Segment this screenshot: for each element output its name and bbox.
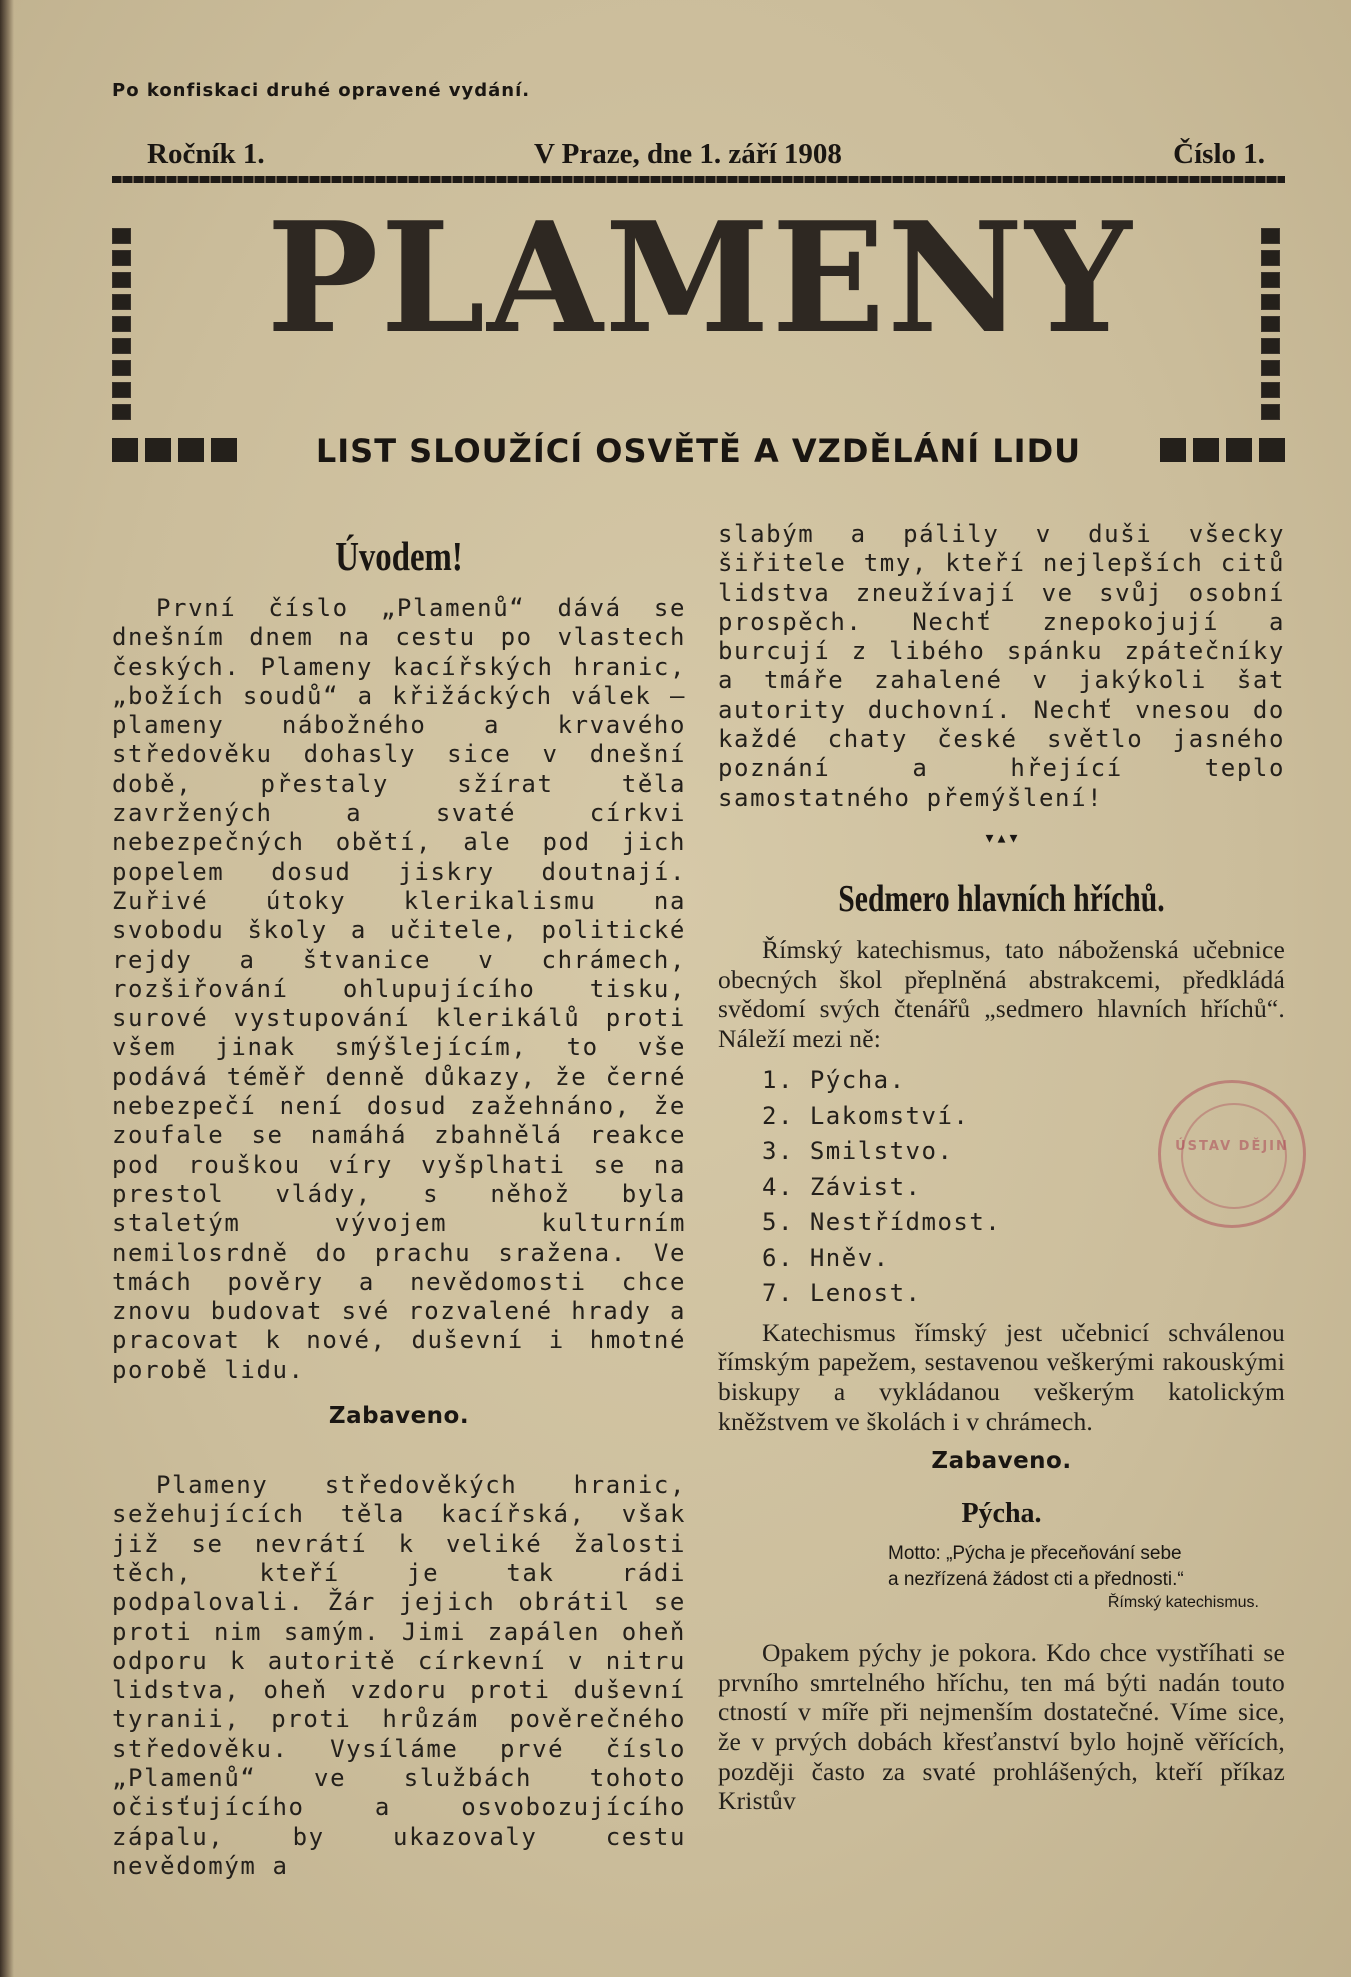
left-column bbox=[112, 520, 686, 1881]
list-item: 5. Nestřídmost. bbox=[762, 1208, 1002, 1237]
right-masthead-bracket bbox=[1261, 228, 1283, 426]
article-continuation: slabým a pálily v duši všecky šiřitele tmy, kteří nejlepších citů lidstva zneužívají ve svůj osobní prospěch. Nechť znepokojují a burcují z libého spánku zpátečníky a tmáře zahalené v jakýkoli šat autority duchovní. Nechť vnesou do každé chaty české světlo jasného poznání a hřející teplo samostatného přemýšlení! bbox=[718, 520, 1285, 812]
subtitle-block-ornament bbox=[1160, 438, 1186, 462]
subtitle-row bbox=[112, 432, 1285, 468]
motto-line: Motto: „Pýcha je přeceňování sebe bbox=[888, 1543, 1182, 1565]
article-heading-pycha: Pýcha. bbox=[961, 1498, 1042, 1530]
motto-source: Římský katechismus. bbox=[1107, 1594, 1259, 1612]
stamp-text: ÚSTAV DĚJIN bbox=[1175, 1139, 1289, 1154]
list-item: 3. Smilstvo. bbox=[762, 1137, 954, 1166]
censorship-note: Zabaveno. bbox=[931, 1448, 1072, 1475]
issue-number-label: Číslo 1. bbox=[1173, 138, 1265, 170]
censorship-note: Zabaveno. bbox=[328, 1403, 470, 1430]
subtitle-block-ornament bbox=[1259, 438, 1285, 462]
subtitle-block-ornament bbox=[1226, 438, 1252, 462]
motto-line: a nezřízená žádost cti a přednosti.“ bbox=[888, 1569, 1184, 1591]
place-date-label: V Praze, dne 1. září 1908 bbox=[534, 138, 842, 170]
list-item: 4. Závist. bbox=[762, 1172, 922, 1201]
article-paragraph: Římský katechismus, tato náboženská učebnice obecných škol přeplněná abstrakcemi, předkládá svědomí svých čtenářů „sedmero hlavních hříchů“. Náleží mezi ně: bbox=[718, 934, 1285, 1053]
article-paragraph: Opakem pýchy je pokora. Kdo chce vystříhati se prvního smrtelného hříchu, ten má býti nadán touto ctností v míře při nejmenším dostatečné. Víme sice, že v prvých dobách křesťanství bylo hojně věřících, později často za svaté prohlášených, kteří příkaz Kristův bbox=[718, 1638, 1285, 1816]
list-item: 1. Pýcha. bbox=[762, 1066, 906, 1095]
left-masthead-bracket bbox=[112, 228, 134, 426]
article-heading-uvodem: Úvodem! bbox=[335, 533, 463, 579]
edition-notice: Po konfiskaci druhé opravené vydání. bbox=[112, 80, 531, 101]
list-item: 2. Lakomství. bbox=[762, 1101, 970, 1130]
article-paragraph: Katechismus římský jest učebnicí schválenou římským papežem, sestavenou veškerými rakouskými biskupy a vykládanou veškerým katolickým kněžstvem ve školách i v chrámech. bbox=[718, 1317, 1285, 1436]
list-item: 6. Hněv. bbox=[762, 1243, 890, 1272]
masthead-subtitle: LIST SLOUŽÍCÍ OSVĚTĚ A VZDĚLÁNÍ LIDU bbox=[315, 432, 1082, 470]
library-stamp bbox=[1158, 1080, 1306, 1228]
volume-label: Ročník 1. bbox=[147, 138, 265, 170]
list-item: 7. Lenost. bbox=[762, 1279, 922, 1308]
article-paragraph: První číslo „Plamenů“ dává se dnešním dnem na cestu po vlastech českých. Plameny kacířských hranic, „božích soudů“ a křižáckých válek — plameny nábožného a krvavého středověku dohasly sice v dnešní době, přestaly sžírat těla zavržených a svaté církvi nebezpečných obětí, ale pod jich popelem dosud jiskry doutnají. Zuřivé útoky klerikalismu na svobodu školy a učitele, politické rejdy a štvanice v chrámech, rozšiřování ohlupujícího tisku, surové vystupování klerikálů proti všem jinak smýšlejícím, to vše podává téměř denně důkazy, že černé nebezpečí není dosud zažehnáno, že zoufale se namáhá zbahnělá reakce pod rouškou víry vyšplhati se na prestol vlády, s něhož byla staletým vývojem kulturním nemilosrdně do prachu sražena. Ve tmách pověry a nevědomosti chce znovu budovat své rozvalené hrady a pracovat k nové, duševní i hmotné porobě lidu. bbox=[112, 594, 686, 1384]
article-heading-sedmero: Sedmero hlavních hříchů. bbox=[838, 877, 1165, 920]
section-ornament: ▾▴▾ bbox=[983, 824, 1020, 849]
subtitle-block-ornament bbox=[1193, 438, 1219, 462]
article-paragraph: Plameny středověkých hranic, sežehujících těla kacířská, však již se nevrátí k veliké žalosti těch, kteří je tak rádi podpalovali. Žár jejich obrátil se proti nim samým. Jimi zapálen oheň odporu k autoritě církevní v nitru lidstva, oheň vzdoru proti duševní tyranii, proti hrůzám pověrečného středověku. Vysíláme prvé číslo „Plamenů“ ve službách tohoto očisťujícího a osvobozujícího zápalu, by ukazovaly cestu nevědomým a bbox=[112, 1471, 686, 1880]
top-rule-divider bbox=[112, 176, 1285, 183]
binding-edge bbox=[0, 0, 14, 1977]
masthead-title: PLAMENY bbox=[266, 188, 1134, 367]
